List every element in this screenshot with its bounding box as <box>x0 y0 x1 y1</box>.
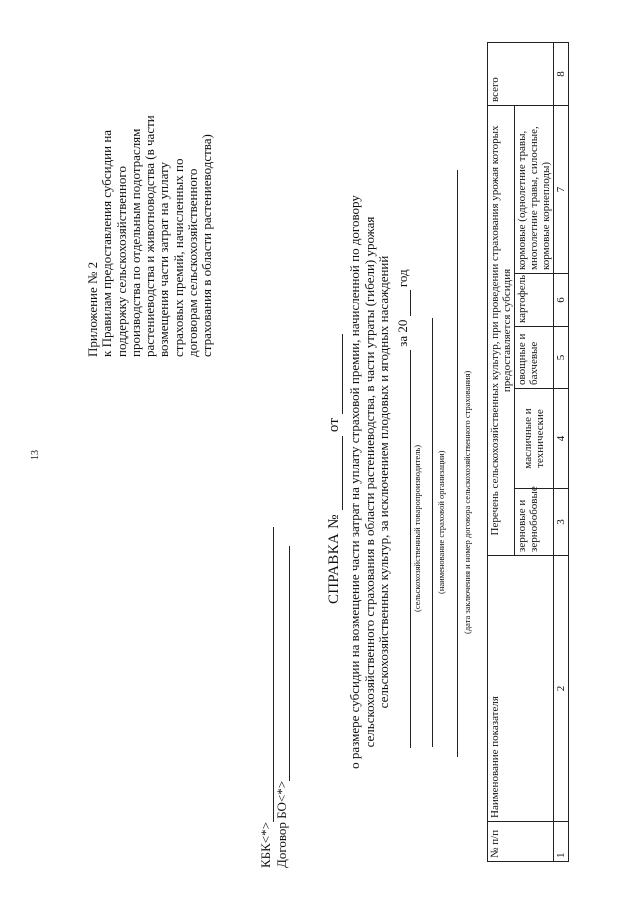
period-suffix: год <box>395 269 410 288</box>
description-line: о размере субсидии на возмещение части затрат на уплату страховой премии, начисленной по договору <box>347 195 362 769</box>
certificate-description <box>348 126 392 838</box>
crops-table-wrapper <box>487 42 569 862</box>
crop-vegetables: овощные и бахчевые <box>515 327 554 389</box>
column-number-cell: 7 <box>554 105 569 273</box>
appendix-line: к Правилам предоставления субсидии на <box>99 129 115 357</box>
appendix-line: страхования в области растениеводства) <box>199 134 215 357</box>
kbk-label: КБК<*> <box>258 822 273 868</box>
certificate-number-label: СПРАВКА № <box>326 514 342 604</box>
crops-table <box>487 42 569 862</box>
column-number-cell: 8 <box>554 42 569 105</box>
period-year-field <box>397 290 411 316</box>
appendix-line: поддержку сельскохозяйственного <box>113 166 129 357</box>
contract-field <box>276 546 290 781</box>
column-number-cell: 3 <box>554 489 569 556</box>
description-line: сельскохозяйственного страхования в области растениеводства, в части утраты (гибели) урожая <box>361 216 377 748</box>
producer-line <box>396 269 411 748</box>
certificate-number-field <box>329 436 343 510</box>
col-number-header: № п/п <box>488 822 554 862</box>
appendix-line: возмещения части затрат на уплату <box>156 161 172 357</box>
description-line: сельскохозяйственных культур, за исключением плодовых и ягодных насаждений <box>376 255 391 709</box>
producer-caption: (сельскохозяйственный товаропроизводитель) <box>412 444 422 612</box>
column-number-cell: 5 <box>554 327 569 389</box>
certificate-title <box>326 334 343 604</box>
column-number-cell: 6 <box>554 274 569 327</box>
column-number-cell: 4 <box>554 389 569 489</box>
crop-grain: зерновые и зернобобовые <box>515 489 554 556</box>
codes-block <box>258 527 290 868</box>
certificate-date-field <box>329 334 343 414</box>
appendix-line: страховых премий, начисленных по <box>170 158 186 357</box>
period-prefix: за 20 <box>395 319 410 347</box>
appendix-line: производства по отдельным подотраслям <box>127 128 143 357</box>
col-total-header: всего <box>488 42 554 105</box>
contract-date-field <box>457 170 458 757</box>
col-indicator-header: Наименование показателя <box>488 556 554 822</box>
certificate-from-label: от <box>326 417 342 433</box>
column-number-cell: 2 <box>554 556 569 822</box>
insurer-caption: (наименование страховой организации) <box>436 450 446 594</box>
page-number: 13 <box>30 450 41 460</box>
crop-oilseed: масличные и технические <box>515 389 554 489</box>
kbk-field <box>260 527 274 822</box>
contract-label: Договор БО<*> <box>274 780 289 868</box>
appendix-line: растениеводства и животноводства (в части <box>142 115 158 357</box>
crop-forage: кормовые (однолетние травы, многолетние травы, силосные, кормовые корнеплоды) <box>515 105 554 273</box>
crops-header: Перечень сельскохозяйственных культур, при проведении страхования урожая которых предоставляется субсидия <box>488 105 515 555</box>
insurer-field <box>432 318 433 747</box>
appendix-line: договорам сельскохозяйственного <box>185 168 201 357</box>
crop-potato: картофель <box>515 274 554 327</box>
contract-caption: (дата заключения и номер договора сельскохозяйственного страхования) <box>462 370 472 634</box>
column-number-cell: 1 <box>554 822 569 862</box>
appendix-block <box>86 7 215 357</box>
appendix-title: Приложение № 2 <box>85 261 100 357</box>
producer-field <box>397 350 411 748</box>
